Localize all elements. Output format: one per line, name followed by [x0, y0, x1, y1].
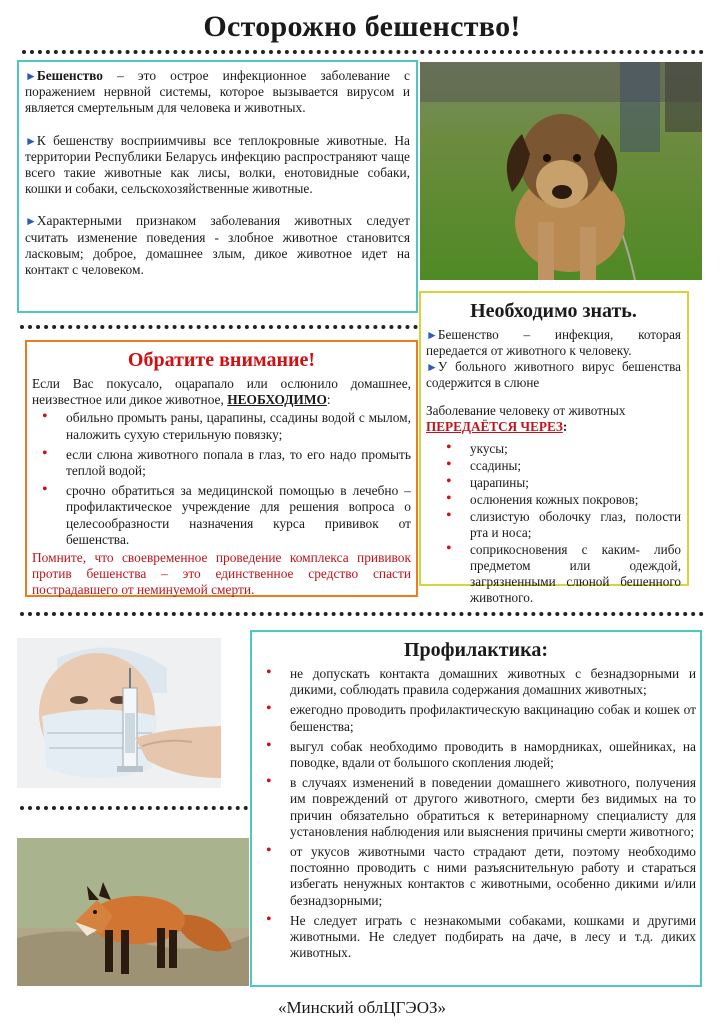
need-to-know-paragraph-2: ►У больного животного вирус бешенства содержится в слюне: [426, 359, 681, 390]
dog-photo: [420, 62, 702, 280]
list-item: • срочно обратиться за медицинской помощью в лечебно – профилактическое учреждение для решения вопроса о целесообразности назначения курса прививок от бешенства.: [32, 483, 411, 548]
prevention-title: Профилактика:: [403, 639, 548, 661]
attention-title: Обратите внимание!: [127, 349, 316, 371]
list-item: • ссадины;: [436, 458, 681, 474]
page-title: Осторожно бешенство!: [203, 10, 521, 43]
need-to-know-paragraph-3: Заболевание человеку от животных ПЕРЕДАЁТСЯ ЧЕРЕЗ:: [426, 403, 626, 434]
list-item: • Не следует играть с незнакомыми собаками, кошками и другими животными. Не следует подбирать на даче, в лесу и т.д. диких животных.: [256, 913, 696, 962]
intro-paragraph-2: ►К бешенству восприимчивы все теплокровные животные. На территории Республики Беларусь инфекцию распространяют чаще всего такие животные как лисы, волки, енотовидные собаки, кошки и собаки, сельскохозяйственные животные.: [25, 132, 410, 197]
list-item: • если слюна животного попала в глаз, то его надо промыть теплой водой;: [32, 447, 411, 479]
attention-box: [25, 340, 418, 597]
arrow-icon: ►: [25, 133, 37, 148]
divider-middle-left: [20, 325, 418, 329]
attention-intro: Если Вас покусало, оцарапало или ослюнило домашнее, неизвестное или дикое животное, НЕОБХОДИМО:: [32, 376, 411, 408]
intro-paragraph-3: ►Характерными признаком заболевания животных следует считать изменение поведения - злобное животное становится ласковым; доброе, домашнее злым, дикое животное идет на контакт с человеком.: [25, 213, 410, 278]
attention-list: [32, 410, 411, 548]
list-item: • царапины;: [436, 475, 681, 491]
list-item: • в случаях изменений в поведении домашнего животного, получения им повреждений от другого животного, смерти без видимых на то причин обязательно обратиться к ветеринарному специалисту для установления наблюдения или выяснения причины смерти животного;: [256, 775, 696, 840]
attention-note: Помните, что своевременное проведение комплекса прививок против бешенства – это единственное средство спасти пострадавшего от неминуемой смерти.: [32, 550, 411, 598]
necessary-emph: НЕОБХОДИМО: [227, 392, 327, 408]
intro-paragraph-1: ►Бешенство – это острое инфекционное заболевание с поражением нервной системы, которое вызывается вирусом и является смертельным для человека и животных.: [25, 68, 410, 116]
transmission-list: [426, 441, 681, 606]
transmitted-through: ПЕРЕДАЁТСЯ ЧЕРЕЗ: [426, 419, 563, 434]
need-to-know-paragraph-1: ►Бешенство – инфекция, которая передается от животного к человеку.: [426, 327, 681, 358]
need-to-know-box: [419, 291, 689, 605]
list-item: • выгул собак необходимо проводить в намордниках, ошейниках, на поводке, вдали от большого скопления людей;: [256, 739, 696, 771]
arrow-icon: ►: [426, 328, 438, 342]
fox-photo: [17, 838, 249, 986]
intro-box: [17, 60, 418, 313]
arrow-icon: ►: [426, 360, 438, 374]
prevention-list: [256, 666, 696, 961]
doctor-photo: [17, 638, 221, 788]
need-to-know-title: Необходимо знать.: [470, 300, 637, 322]
list-item: • обильно промыть раны, царапины, ссадины водой с мылом, наложить сухую стерильную повязку;: [32, 410, 411, 442]
list-item: • слизистую оболочку глаз, полости рта и носа;: [436, 509, 681, 541]
divider-full: [20, 612, 704, 616]
divider-top: [22, 50, 704, 54]
footer-organization: «Минский облЦГЭОЗ»: [277, 998, 447, 1017]
arrow-icon: ►: [25, 69, 37, 83]
list-item: • от укусов животными часто страдают дети, поэтому необходимо постоянно проводить с ними разъяснительную работу и стараться избегать ненужных контактов с животными, особенно дикими и/или безнадзорными;: [256, 844, 696, 909]
prevention-box: [250, 630, 702, 987]
divider-photos: [20, 806, 248, 810]
list-item: • ежегодно проводить профилактическую вакцинацию собак и кошек от бешенства;: [256, 702, 696, 734]
rabies-term: Бешенство: [36, 68, 104, 83]
list-item: • не допускать контакта домашних животных с безнадзорными и дикими, соблюдать правила содержания домашних животных;: [256, 666, 696, 698]
list-item: • укусы;: [436, 441, 681, 457]
arrow-icon: ►: [25, 214, 37, 229]
list-item: • соприкосновения с каким- либо предметом или одеждой, загрязненными слюной бешенного животного.: [436, 542, 681, 606]
list-item: • ослюнения кожных покровов;: [436, 492, 681, 508]
